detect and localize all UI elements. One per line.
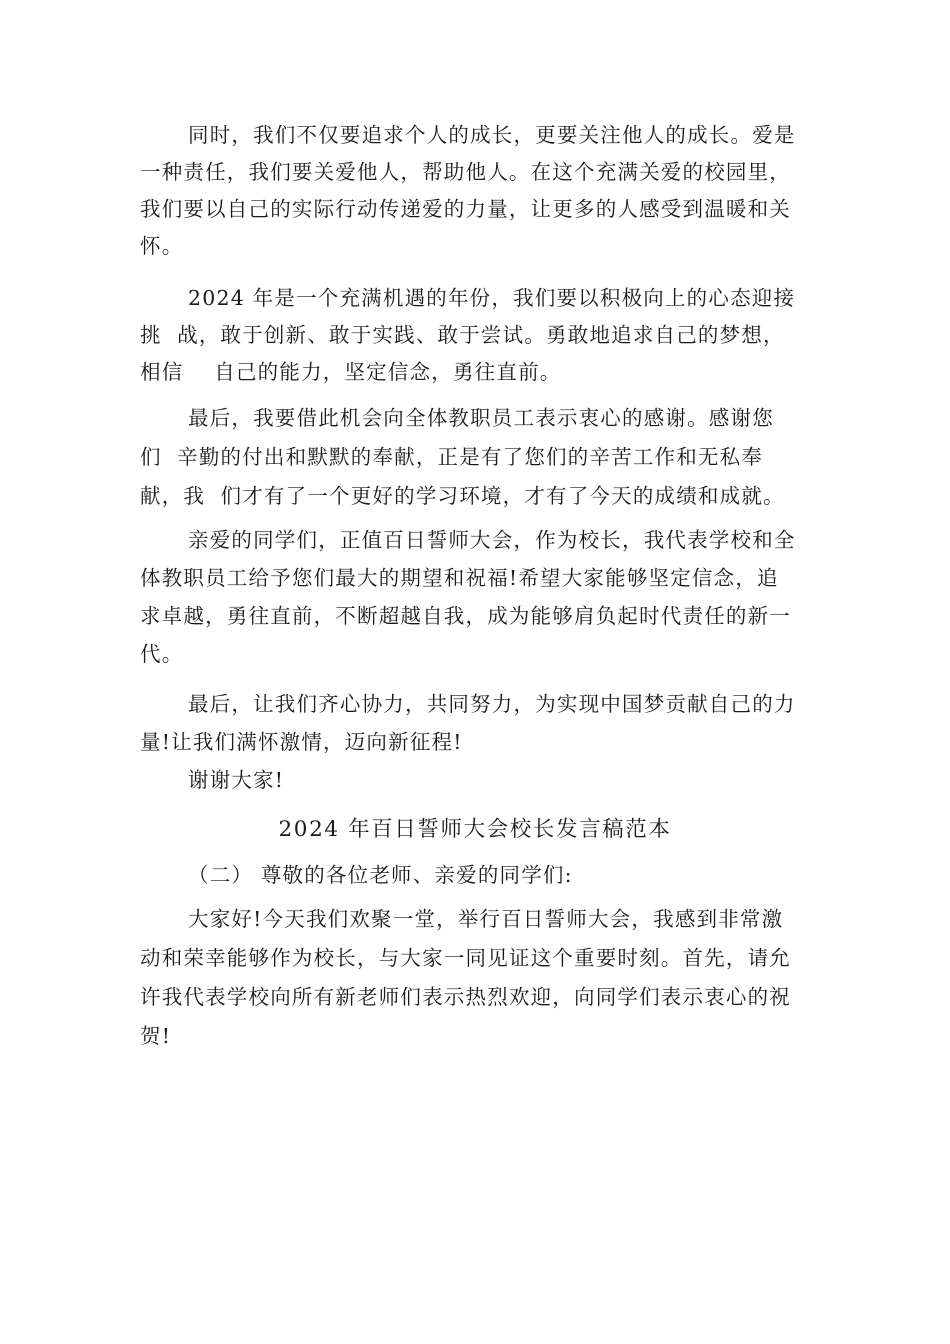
body-text-line: 同时，我们不仅要追求个人的成长，更要关注他人的成长。爱是 (188, 123, 796, 147)
body-text-line: 最后，我要借此机会向全体教职员工表示衷心的感谢。感谢您 (188, 406, 774, 430)
body-text-line: 谢谢大家! (188, 768, 285, 792)
body-text-line: 体教职员工给予您们最大的期望和祝福!希望大家能够坚定信念，追 (140, 566, 779, 590)
body-text-line: 求卓越，勇往直前，不断超越自我，成为能够肩负起时代责任的新一 (140, 604, 791, 628)
body-text-line: 2024 年是一个充满机遇的年份，我们要以积极向上的心态迎接 (188, 286, 796, 310)
body-text-line: 献，我 们才有了一个更好的学习环境，才有了今天的成绩和成就。 (140, 484, 785, 508)
section-heading: （二） 尊敬的各位老师、亲爱的同学们: (188, 863, 573, 887)
body-text-line: 贺! (140, 1024, 172, 1048)
body-text-line: 我们要以自己的实际行动传递爱的力量，让更多的人感受到温暖和关 (140, 197, 791, 221)
document-title: 2024 年百日誓师大会校长发言稿范本 (278, 817, 672, 842)
body-text-line: 一种责任，我们要关爱他人，帮助他人。在这个充满关爱的校园里， (140, 160, 791, 184)
body-text-line: 挑 战，敢于创新、敢于实践、敢于尝试。勇敢地追求自己的梦想， (140, 323, 785, 347)
body-text-line: 许我代表学校向所有新老师们表示热烈欢迎，向同学们表示衷心的祝 (140, 985, 791, 1009)
body-text-line: 大家好!今天我们欢聚一堂，举行百日誓师大会，我感到非常激 (188, 907, 784, 931)
body-text-line: 最后，让我们齐心协力，共同努力，为实现中国梦贡献自己的力 (188, 692, 796, 716)
body-text-line: 代。 (140, 642, 184, 666)
body-text-line: 相信 自己的能力，坚定信念，勇往直前。 (140, 360, 562, 384)
body-text-line: 们 辛勤的付出和默默的奉献，正是有了您们的辛苦工作和无私奉 (140, 445, 764, 469)
body-text-line: 量!让我们满怀激情，迈向新征程! (140, 730, 463, 754)
body-text-line: 怀。 (140, 234, 184, 258)
body-text-line: 动和荣幸能够作为校长，与大家一同见证这个重要时刻。首先，请允 (140, 946, 791, 970)
body-text-line: 亲爱的同学们，正值百日誓师大会，作为校长，我代表学校和全 (188, 528, 796, 552)
